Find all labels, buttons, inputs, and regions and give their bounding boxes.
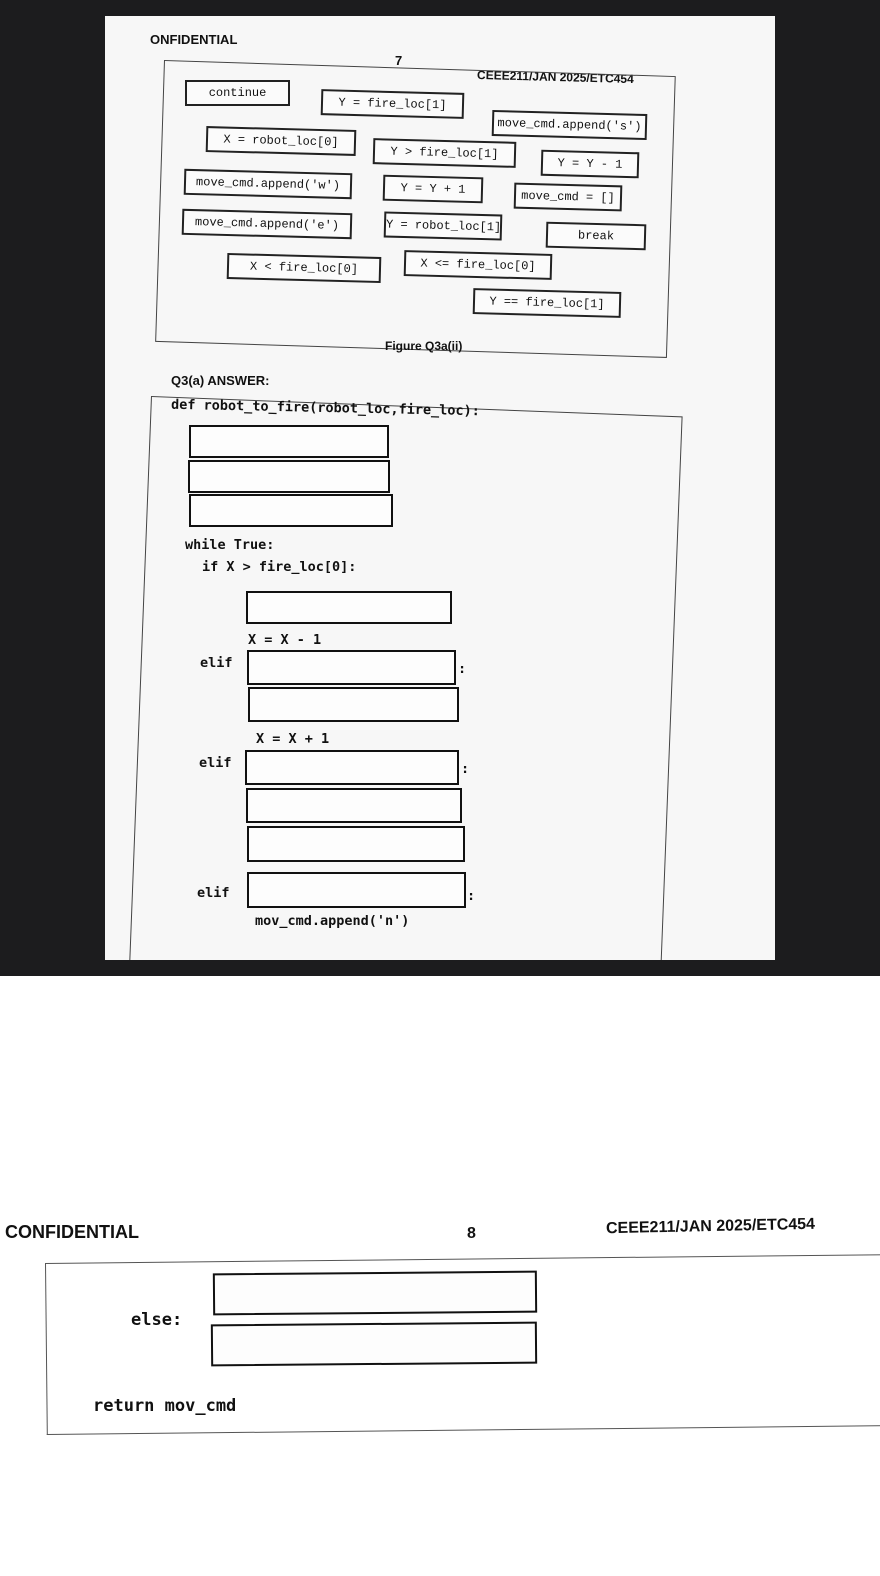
answer-blank-10[interactable]: [247, 872, 466, 908]
page2-header-confidential: CONFIDENTIAL: [5, 1222, 139, 1242]
code-tile[interactable]: X = robot_loc[0]: [206, 126, 357, 156]
x-plus-line: X = X + 1: [256, 731, 330, 747]
answer-blank-11[interactable]: [213, 1271, 537, 1316]
code-tile[interactable]: Y > fire_loc[1]: [373, 138, 517, 168]
answer-blank-9[interactable]: [247, 826, 465, 862]
colon-1: :: [458, 661, 467, 677]
exam-page-7: [105, 16, 775, 960]
x-minus-line: X = X - 1: [248, 632, 322, 648]
answer-blank-6[interactable]: [248, 687, 459, 722]
if-line: if X > fire_loc[0]:: [202, 559, 357, 575]
code-tile[interactable]: X < fire_loc[0]: [227, 253, 382, 283]
header-confidential: ONFIDENTIAL: [150, 32, 238, 47]
figure-caption: Figure Q3a(ii): [385, 339, 463, 353]
return-line: return mov_cmd: [93, 1396, 237, 1416]
code-tile[interactable]: move_cmd.append('s'): [492, 110, 648, 140]
while-line: while True:: [185, 537, 275, 553]
elif-keyword-1: elif: [200, 655, 233, 671]
else-line: else:: [131, 1310, 183, 1330]
append-n-line: mov_cmd.append('n'): [255, 913, 410, 929]
code-tile[interactable]: break: [546, 222, 647, 251]
page-number: 7: [395, 53, 403, 68]
top-bar: [0, 0, 880, 16]
elif-keyword-2: elif: [199, 755, 232, 771]
code-tile[interactable]: move_cmd.append('w'): [184, 169, 353, 199]
answer-blank-2[interactable]: [188, 460, 390, 493]
answer-blank-1[interactable]: [189, 425, 389, 458]
code-tile[interactable]: move_cmd.append('e'): [182, 209, 353, 239]
answer-blank-12[interactable]: [211, 1322, 537, 1367]
colon-2: :: [461, 761, 470, 777]
answer-blank-8[interactable]: [246, 788, 462, 823]
code-tile[interactable]: Y = fire_loc[1]: [321, 89, 465, 119]
code-tile[interactable]: Y == fire_loc[1]: [473, 288, 622, 318]
answer-blank-5[interactable]: [247, 650, 456, 685]
code-tile[interactable]: continue: [185, 80, 290, 106]
answer-blank-4[interactable]: [246, 591, 452, 624]
def-line: def robot_to_fire(robot_loc,fire_loc):: [170, 396, 480, 420]
page2-header-course-code: CEEE211/JAN 2025/ETC454: [605, 1215, 816, 1238]
code-tile[interactable]: X <= fire_loc[0]: [404, 250, 553, 280]
code-tile[interactable]: Y = Y - 1: [541, 150, 640, 179]
answer-blank-7[interactable]: [245, 750, 459, 785]
page2-number: 8: [467, 1225, 476, 1242]
code-tile[interactable]: Y = robot_loc[1]: [384, 211, 503, 240]
colon-3: :: [467, 888, 476, 904]
elif-keyword-3: elif: [197, 885, 230, 901]
code-tile[interactable]: Y = Y + 1: [383, 175, 484, 204]
answer-blank-3[interactable]: [189, 494, 393, 527]
code-tile[interactable]: move_cmd = []: [514, 183, 623, 212]
answer-label: Q3(a) ANSWER:: [171, 373, 270, 388]
header-course-code: CEEE211/JAN 2025/ETC454: [476, 67, 634, 87]
